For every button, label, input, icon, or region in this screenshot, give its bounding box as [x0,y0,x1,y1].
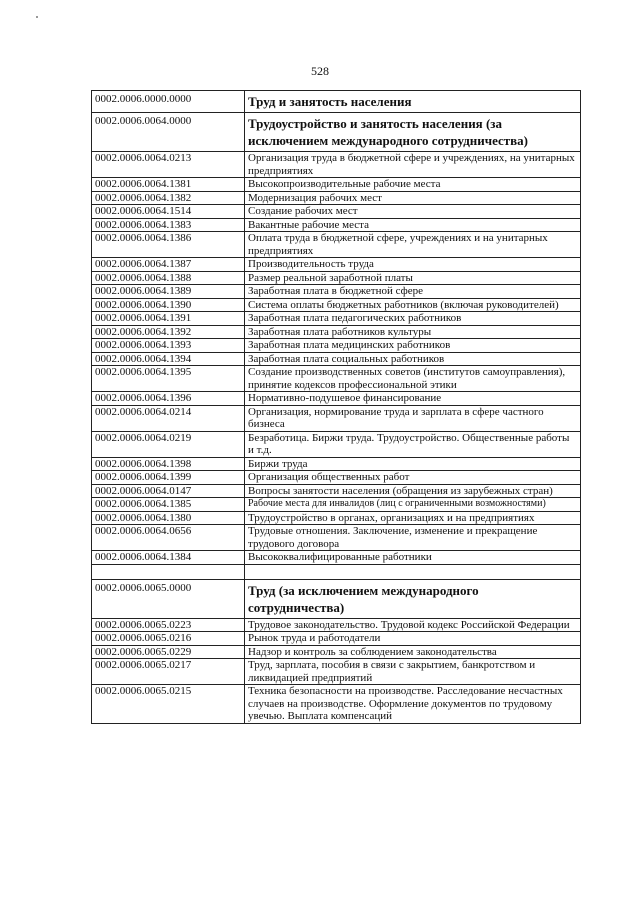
topic-description [245,564,581,579]
classifier-code [92,564,245,579]
classifier-code: 0002.0006.0064.0219 [92,431,245,457]
table-row [92,232,581,258]
blank-row [92,564,581,579]
classifier-code: 0002.0006.0064.1381 [92,178,245,192]
section-heading-row [92,579,581,618]
table-row [92,205,581,219]
classifier-code: 0002.0006.0064.1380 [92,511,245,525]
table-row [92,152,581,178]
topic-description: Система оплаты бюджетных работников (включая руководителей) [245,298,581,312]
classifier-table [91,90,581,724]
table-row [92,339,581,353]
topic-description: Модернизация рабочих мест [245,191,581,205]
classifier-code: 0002.0006.0064.1390 [92,298,245,312]
topic-description: Заработная плата медицинских работников [245,339,581,353]
classifier-code: 0002.0006.0065.0216 [92,632,245,646]
classifier-code: 0002.0006.0064.1385 [92,498,245,512]
table-row [92,618,581,632]
classifier-code: 0002.0006.0064.1393 [92,339,245,353]
topic-description: Вакантные рабочие места [245,218,581,232]
topic-description: Заработная плата педагогических работников [245,312,581,326]
classifier-code: 0002.0006.0065.0229 [92,645,245,659]
page-number: 528 [311,64,329,78]
table-row [92,457,581,471]
topic-description: Создание производственных советов (институтов самоуправления), принятие кодексов профессиональной этики [245,366,581,392]
topic-description: Создание рабочих мест [245,205,581,219]
topic-description: Организация общественных работ [245,471,581,485]
table-row [92,325,581,339]
table-row [92,271,581,285]
topic-description: Надзор и контроль за соблюдением законодательства [245,645,581,659]
table-row [92,525,581,551]
table-row [92,511,581,525]
table-row [92,551,581,565]
topic-description: Безработица. Биржи труда. Трудоустройство. Общественные работы и т.д. [245,431,581,457]
table-row [92,258,581,272]
topic-description: Высокопроизводительные рабочие места [245,178,581,192]
classifier-code: 0002.0006.0064.1391 [92,312,245,326]
classifier-code: 0002.0006.0064.0000 [92,113,245,152]
classifier-code: 0002.0006.0064.1384 [92,551,245,565]
classifier-code: 0002.0006.0065.0223 [92,618,245,632]
topic-description: Оплата труда в бюджетной сфере, учреждениях и на унитарных предприятиях [245,232,581,258]
section-heading-row [92,91,581,113]
classifier-code: 0002.0006.0064.1514 [92,205,245,219]
table-row [92,178,581,192]
table-row [92,471,581,485]
table-row [92,312,581,326]
classifier-code: 0002.0006.0064.1388 [92,271,245,285]
classifier-code: 0002.0006.0000.0000 [92,91,245,113]
classifier-code: 0002.0006.0064.1392 [92,325,245,339]
classifier-code: 0002.0006.0065.0217 [92,659,245,685]
topic-description: Производительность труда [245,258,581,272]
classifier-code: 0002.0006.0064.0213 [92,152,245,178]
table-row [92,685,581,724]
table-row [92,366,581,392]
table-row [92,659,581,685]
scan-speck [36,16,38,18]
classifier-code: 0002.0006.0064.1396 [92,392,245,406]
topic-description: Рынок труда и работодатели [245,632,581,646]
section-title: Труд (за исключением международного сотрудничества) [245,579,581,618]
classifier-code: 0002.0006.0064.1387 [92,258,245,272]
table-row [92,431,581,457]
table-row [92,632,581,646]
table-row [92,298,581,312]
table-row [92,285,581,299]
table-row [92,498,581,512]
section-heading-row [92,113,581,152]
table-row [92,645,581,659]
classifier-code: 0002.0006.0065.0000 [92,579,245,618]
classifier-code: 0002.0006.0064.1394 [92,352,245,366]
topic-description: Трудовые отношения. Заключение, изменение и прекращение трудового договора [245,525,581,551]
classifier-code: 0002.0006.0064.1398 [92,457,245,471]
topic-description: Организация труда в бюджетной сфере и учреждениях, на унитарных предприятиях [245,152,581,178]
classifier-code: 0002.0006.0064.1382 [92,191,245,205]
table-row [92,218,581,232]
topic-description: Труд, зарплата, пособия в связи с закрытием, банкротством и ликвидацией предприятий [245,659,581,685]
classifier-code: 0002.0006.0065.0215 [92,685,245,724]
classifier-code: 0002.0006.0064.0147 [92,484,245,498]
table-row [92,191,581,205]
classifier-code: 0002.0006.0064.1383 [92,218,245,232]
topic-description: Трудовое законодательство. Трудовой кодекс Российской Федерации [245,618,581,632]
topic-description: Рабочие места для инвалидов (лиц с ограниченными возможностями) [245,498,581,512]
classifier-table-body [92,91,581,724]
topic-description: Заработная плата в бюджетной сфере [245,285,581,299]
topic-description: Трудоустройство в органах, организациях и на предприятиях [245,511,581,525]
section-title: Труд и занятость населения [245,91,581,113]
table-row [92,405,581,431]
classifier-code: 0002.0006.0064.0214 [92,405,245,431]
section-title: Трудоустройство и занятость населения (за исключением международного сотрудничества) [245,113,581,152]
classifier-code: 0002.0006.0064.1399 [92,471,245,485]
topic-description: Биржи труда [245,457,581,471]
topic-description: Высококвалифицированные работники [245,551,581,565]
topic-description: Техника безопасности на производстве. Расследование несчастных случаев на производстве. Оформление документов по трудовому увечью. Выплата компенсаций [245,685,581,724]
classifier-code: 0002.0006.0064.1395 [92,366,245,392]
classifier-code: 0002.0006.0064.0656 [92,525,245,551]
classifier-code: 0002.0006.0064.1386 [92,232,245,258]
topic-description: Нормативно-подушевое финансирование [245,392,581,406]
topic-description: Заработная плата социальных работников [245,352,581,366]
topic-description: Размер реальной заработной платы [245,271,581,285]
topic-description: Заработная плата работников культуры [245,325,581,339]
table-row [92,352,581,366]
table-row [92,392,581,406]
topic-description: Организация, нормирование труда и зарплата в сфере частного бизнеса [245,405,581,431]
topic-description: Вопросы занятости населения (обращения из зарубежных стран) [245,484,581,498]
classifier-code: 0002.0006.0064.1389 [92,285,245,299]
table-row [92,484,581,498]
